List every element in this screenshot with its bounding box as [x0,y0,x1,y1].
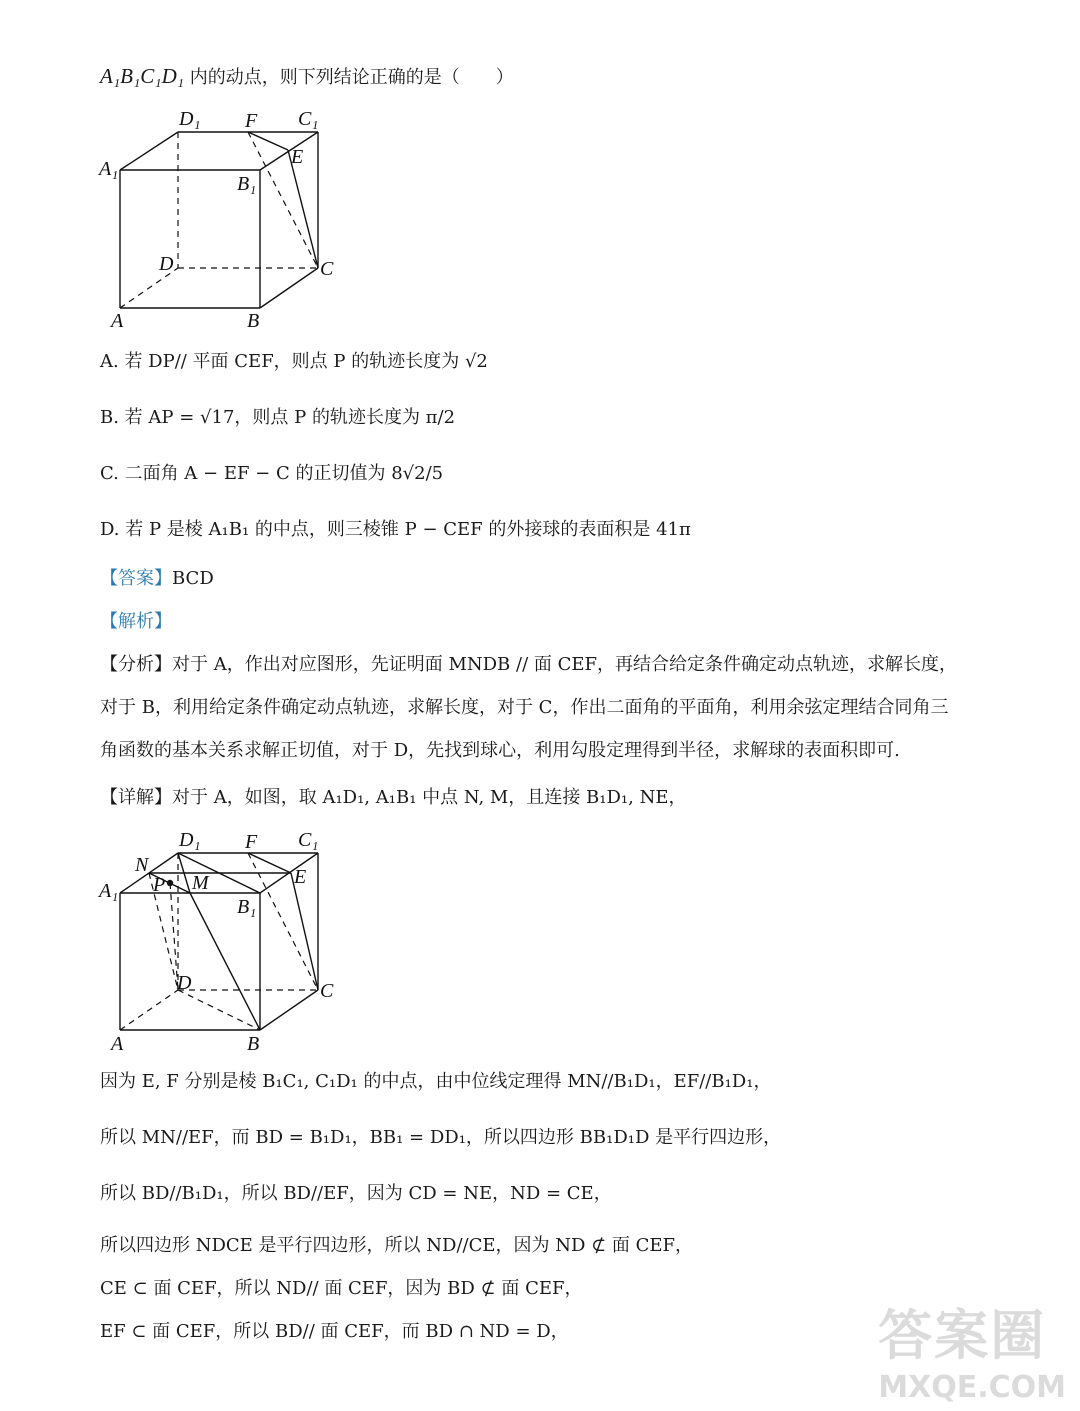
label-e: E [291,146,304,168]
cube-figure-2 [95,825,355,1060]
label2-f: F [245,831,258,853]
label-f: F [245,110,258,132]
proof-line-1: 因为 E, F 分别是棱 B₁C₁, C₁D₁ 的中点，由中位线定理得 MN//B₁D₁，EF//B₁D₁， [100,1071,772,1092]
watermark-url: MXQE.COM [878,1370,1066,1405]
label2-m: M [192,872,209,894]
label2-p: P [153,874,166,896]
fenxi-text-1: 对于 A，作出对应图形，先证明面 MNDB // 面 CEF，再结合给定条件确定动点轨迹，求解长度， [172,654,957,675]
label-c: C [320,258,334,280]
label-b1: B₁ [237,173,257,195]
proof-line-6: EF ⊂ 面 CEF，所以 BD// 面 CEF，而 BD ∩ ND = D， [100,1321,569,1342]
label2-a: A [111,1033,124,1055]
answer-line [100,565,214,593]
option-a: A. 若 DP// 平面 CEF，则点 P 的轨迹长度为 √2 [100,351,488,372]
watermark-logo [878,1293,1066,1405]
label2-c1: C₁ [298,829,319,851]
option-b: B. 若 AP = √17，则点 P 的轨迹长度为 π/2 [100,407,456,428]
proof-line-4: 所以四边形 NDCE 是平行四边形，所以 ND//CE，因为 ND ⊄ 面 CEF， [100,1235,694,1256]
label2-b1: B₁ [237,896,257,918]
proof-line-3: 所以 BD//B₁D₁，所以 BD//EF，因为 CD = NE，ND = CE， [100,1183,612,1204]
fenxi-line-1 [100,651,957,679]
label2-b: B [247,1033,260,1055]
detail-line [100,784,686,812]
option-d: D. 若 P 是棱 A₁B₁ 的中点，则三棱锥 P − CEF 的外接球的表面积是 41π [100,519,691,540]
label-d: D [159,253,174,275]
detail-text: 对于 A，如图，取 A₁D₁, A₁B₁ 中点 N, M，且连接 B₁D₁, NE， [172,787,687,808]
label-c1: C₁ [298,108,319,130]
cube-figure-1 [95,105,355,335]
label2-d1: D₁ [179,829,201,851]
proof-line-5: CE ⊂ 面 CEF，所以 ND// 面 CEF，因为 BD ⊄ 面 CEF， [100,1278,583,1299]
proof-line-2: 所以 MN//EF，而 BD = B₁D₁，BB₁ = DD₁，所以四边形 BB₁D₁D 是平行四边形， [100,1127,782,1148]
option-c: C. 二面角 A − EF − C 的正切值为 8√2/5 [100,463,444,484]
label2-a1: A₁ [99,880,119,902]
detail-tag: 【详解】 [100,787,172,808]
analysis-tag: 【解析】 [100,611,172,632]
label2-n: N [135,854,149,876]
fenxi-line-3: 角函数的基本关系求解正切值，对于 D，先找到球心，利用勾股定理得到半径，求解球的表面积即可. [100,740,900,761]
label-b: B [247,310,260,330]
answer-value: BCD [172,568,214,589]
fenxi-tag: 【分析】 [100,654,172,675]
label-a: A [111,310,124,330]
label2-c: C [320,980,334,1002]
watermark-text: 答案圈 [878,1304,1047,1367]
label-d1: D₁ [179,108,201,130]
stem-text: 内的动点，则下列结论正确的是（ ） [189,67,514,88]
label2-e: E [294,866,307,888]
fenxi-line-2: 对于 B，利用给定条件确定动点轨迹，求解长度，对于 C，作出二面角的平面角，利用余弦定理结合同角三 [100,697,949,718]
label-a1: A₁ [99,158,119,180]
answer-tag: 【答案】 [100,568,172,589]
face-label: A₁B₁C₁D₁ [100,64,185,88]
question-stem [100,62,514,92]
label2-d: D [177,972,192,994]
point-p-dot [167,880,173,886]
